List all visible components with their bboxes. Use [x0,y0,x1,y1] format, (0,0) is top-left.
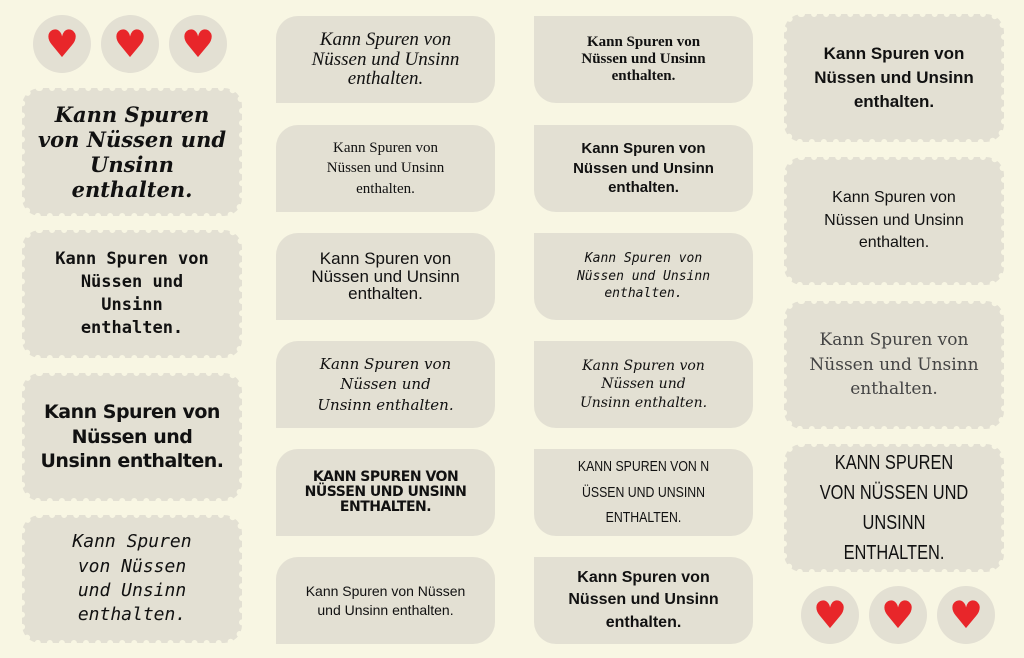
allergen-label [22,373,242,501]
heart-icon: ♥ [801,586,859,644]
label-text: Kann Spuren von Nüssen und Unsinn enthalten. [311,248,460,304]
allergen-label [784,444,1004,572]
heart-icon: ♥ [937,586,995,644]
allergen-label [276,233,495,320]
label-text: Kann Spuren von Nüssen und Unsinn enthalten. [317,355,454,414]
label-text: Kann Spuren von Nüssen und Unsinn enthalten. [326,140,445,197]
label-text: KANN SPUREN VON NÜSSEN UND UNSINN ENTHALTEN. [819,452,969,564]
allergen-label [534,125,753,212]
allergen-label [276,557,495,644]
label-text: Kann Spuren von Nüssen und Unsinn enthalten. [576,251,711,302]
label-text: Kann Spuren von Nüssen und Unsinn enthalten. [824,189,964,252]
allergen-label [534,449,753,536]
allergen-label [22,230,242,358]
allergen-label [534,341,753,428]
label-text: Kann Spuren von Nüssen und Unsinn enthalten. [40,400,224,473]
allergen-label [276,125,495,212]
label-text: Kann Spuren von Nüssen und Unsinn enthalten. [568,568,719,631]
allergen-label [276,341,495,428]
heart-icon: ♥ [169,15,227,73]
heart-icon: ♥ [869,586,927,644]
label-text: Kann Spuren von Nüssen und Unsinn enthalten. [72,531,192,626]
allergen-label [534,16,753,103]
allergen-label [22,515,242,643]
label-text: Kann Spuren von Nüssen und Unsinn enthalten. [37,101,227,203]
label-text: Kann Spuren von Nüssen und Unsinn enthalten. [814,44,974,111]
allergen-label [276,449,495,536]
allergen-label [534,233,753,320]
label-text: KANN SPUREN VON NÜSSEN UND UNSINN ENTHALTEN. [304,469,467,515]
heart-icon: ♥ [33,15,91,73]
allergen-label [276,16,495,103]
heart-icon: ♥ [101,15,159,73]
label-text: Kann Spuren von Nüssen und Unsinn enthalten. [55,249,209,338]
label-text: Kann Spuren von Nüssen und Unsinn enthalten. [311,28,460,90]
label-text: Kann Spuren von Nüssen und Unsinn enthalten. [305,583,466,618]
label-text: Kann Spuren von Nüssen und Unsinn enthalten. [809,330,979,400]
allergen-label [784,301,1004,429]
allergen-label [784,157,1004,285]
label-text: Kann Spuren von Nüssen und Unsinn enthalten. [573,140,714,197]
allergen-label [22,88,242,216]
allergen-label [784,14,1004,142]
label-text: Kann Spuren von Nüssen und Unsinn enthalten. [579,358,708,411]
label-text: Kann Spuren von Nüssen und Unsinn enthalten. [581,33,706,85]
allergen-label [534,557,753,644]
label-text: KANN SPUREN VON N ÜSSEN UND UNSINN ENTHALTEN. [577,458,710,527]
